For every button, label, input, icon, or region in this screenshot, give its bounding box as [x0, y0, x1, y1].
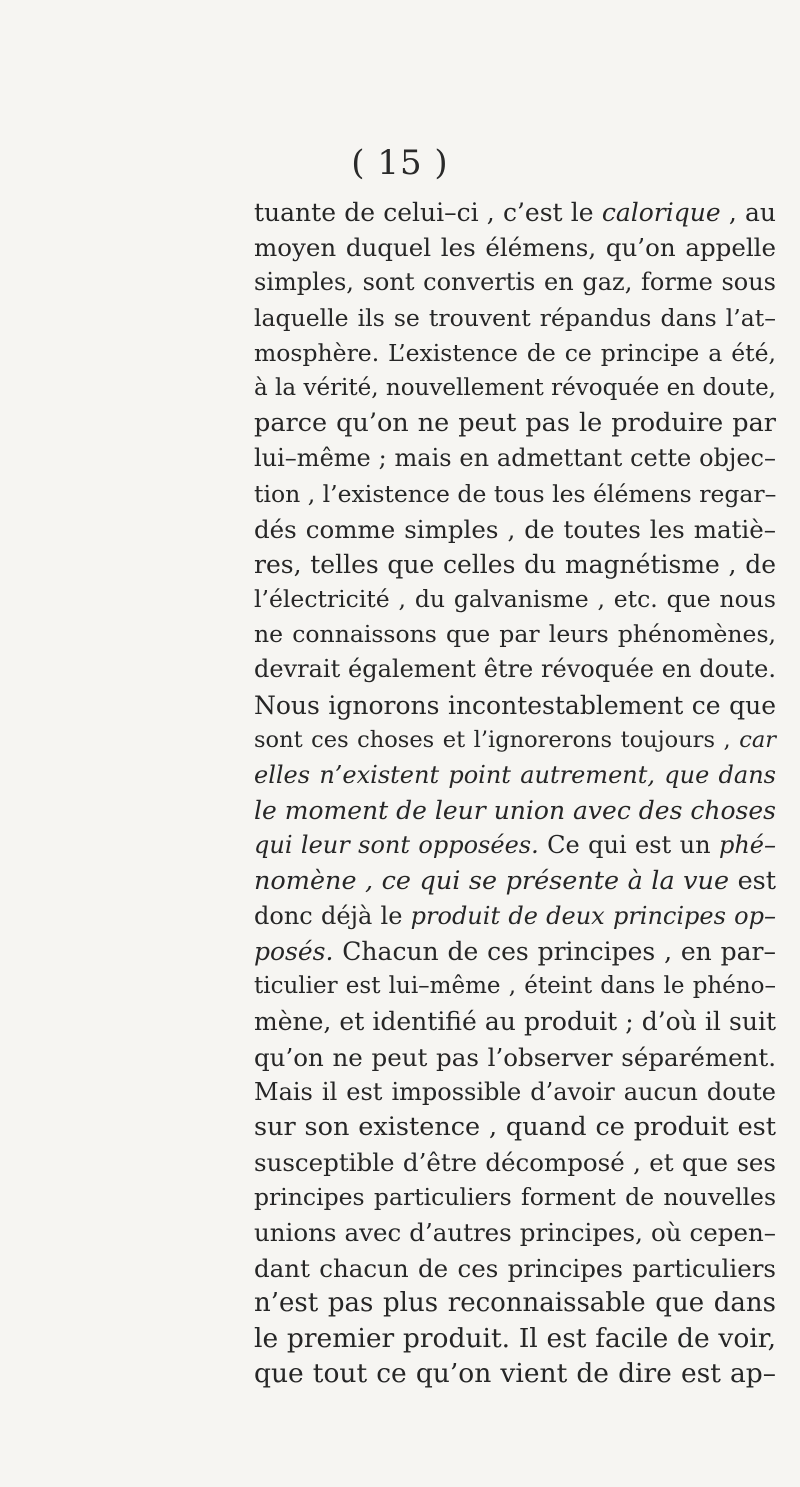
text-run: ne connaissons que par leurs phénomènes,	[254, 620, 776, 649]
text-run: unions avec d’autres principes, où cepen–	[254, 1218, 776, 1248]
text-run: tion , l’existence de tous les élémens regar–	[254, 479, 777, 508]
text-line	[254, 582, 776, 617]
text-run: ticulier est lui–même , éteint dans le phéno–	[254, 973, 776, 1000]
text-line	[254, 230, 776, 265]
text-line	[254, 1215, 776, 1250]
text-line	[254, 723, 776, 758]
text-line	[254, 1004, 776, 1039]
text-line	[254, 512, 776, 547]
text-run: le premier produit. Il est facile de voir,	[254, 1323, 776, 1354]
text-run: sont ces choses et l’ignorerons toujours ,	[254, 726, 740, 753]
text-line	[254, 828, 776, 863]
text-run: moyen duquel les élémens, qu’on appelle	[254, 233, 776, 263]
text-run: principes particuliers forment de nouvelles	[254, 1183, 776, 1212]
body-text	[254, 195, 776, 1391]
text-line	[254, 1356, 776, 1391]
italic-text: produit de deux principes op–	[410, 901, 776, 930]
text-run: à la vérité, nouvellement révoquée en doute,	[254, 374, 776, 401]
text-run: qu’on ne peut pas l’observer séparément.	[254, 1042, 776, 1072]
text-line	[254, 1321, 776, 1356]
page-number: ( 15 )	[351, 143, 449, 183]
text-line	[254, 547, 776, 582]
italic-text: posés.	[254, 936, 334, 966]
text-line	[254, 652, 776, 687]
text-line	[254, 406, 776, 441]
text-line	[254, 793, 776, 828]
text-line	[254, 477, 776, 512]
text-line	[254, 864, 776, 899]
text-run: n’est pas plus reconnaissable que dans	[254, 1287, 776, 1318]
text-run: parce qu’on ne peut pas le produire par	[254, 408, 776, 439]
text-line	[254, 1145, 776, 1180]
text-line	[254, 336, 776, 371]
text-run: lui–même ; mais en admettant cette objec–	[254, 444, 776, 473]
text-line	[254, 758, 776, 793]
text-line	[254, 441, 776, 476]
text-line	[254, 1110, 776, 1145]
text-line	[254, 934, 776, 969]
text-run: susceptible d’être décomposé , et que ses	[254, 1148, 776, 1178]
italic-text: calorique	[601, 198, 721, 227]
text-run: Mais il est impossible d’avoir aucun doute	[254, 1077, 776, 1106]
text-run: sur son existence , quand ce produit est	[254, 1111, 776, 1142]
text-run: mène, et identifié au produit ; d’où il suit	[254, 1007, 776, 1037]
text-line	[254, 195, 776, 230]
text-run: res, telles que celles du magnétisme , de	[254, 549, 776, 579]
text-run: Chacun de ces principes , en par–	[333, 936, 776, 966]
text-line	[254, 1075, 776, 1110]
text-line	[254, 899, 776, 934]
text-line	[254, 969, 776, 1004]
italic-text: nomène , ce qui se présente à la vue	[254, 865, 730, 896]
text-run: Nous ignorons incontestablement ce que	[254, 690, 776, 720]
text-line	[254, 265, 776, 300]
text-run: que tout ce qu’on vient de dire est ap–	[254, 1358, 776, 1390]
text-line	[254, 1180, 776, 1215]
text-run: donc déjà le	[254, 901, 411, 930]
text-line	[254, 371, 776, 406]
text-line	[254, 1251, 776, 1286]
text-line	[254, 617, 776, 652]
italic-text: phé–	[718, 831, 776, 860]
italic-text: elles n’existent point autrement, que dans	[254, 761, 776, 789]
text-run: dant chacun de ces principes particuliers	[254, 1253, 776, 1283]
text-run: , au	[720, 198, 776, 227]
text-run: l’électricité , du galvanisme , etc. que nous	[254, 585, 776, 614]
text-run: laquelle ils se trouvent répandus dans l’at–	[254, 303, 776, 332]
text-run: Ce qui est un	[538, 831, 719, 860]
text-line	[254, 301, 776, 336]
text-run: devrait également être révoquée en doute.	[254, 655, 776, 684]
text-line	[254, 688, 776, 723]
text-run: simples, sont convertis en gaz, forme sous	[254, 268, 776, 297]
text-line	[254, 1286, 776, 1321]
text-run: mosphère. L’existence de ce principe a été,	[254, 338, 776, 367]
text-run: dés comme simples , de toutes les matiè–	[254, 514, 776, 544]
text-run: tuante de celui–ci , c’est le	[254, 198, 602, 227]
text-line	[254, 1040, 776, 1075]
text-run: est	[729, 865, 776, 896]
italic-text: qui leur sont opposées.	[254, 831, 539, 860]
italic-text: le moment de leur union avec des choses	[254, 796, 776, 826]
italic-text: car	[739, 726, 776, 753]
